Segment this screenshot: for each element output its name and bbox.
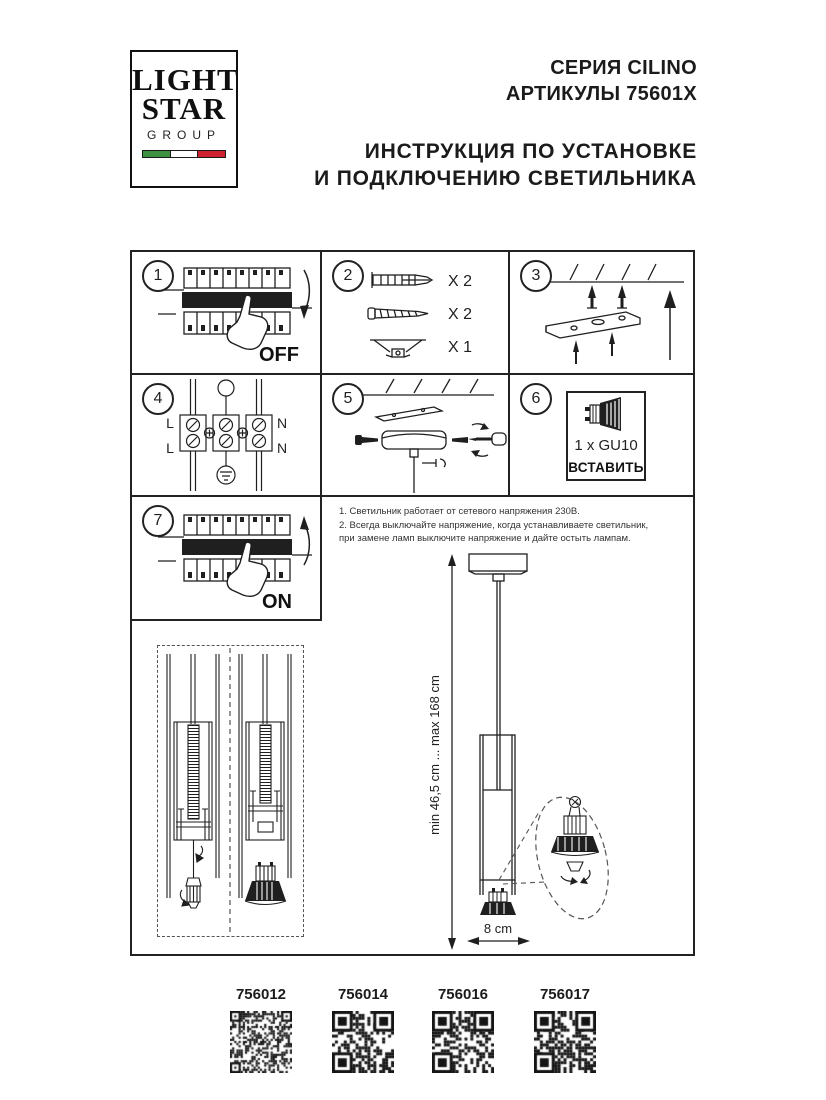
flag-white (171, 151, 199, 157)
height-range-label: min 46,5 cm ... max 168 cm (427, 675, 442, 835)
qr-code (332, 1011, 394, 1073)
pendant-diagram (427, 550, 637, 954)
rotate-down-arrow (304, 270, 309, 310)
qr-block-756016 (421, 986, 505, 1073)
section-left-panel (167, 654, 219, 908)
cross-section-diagram (158, 646, 302, 935)
step-4-number: 4 (142, 383, 174, 415)
socket-detail-balloon (499, 790, 620, 927)
rotate-up-arrow (304, 525, 309, 565)
anchor-qty: X 2 (448, 273, 473, 290)
article-number: 756017 (539, 986, 591, 1003)
article-number: 756016 (437, 986, 489, 1003)
label-l-top: L (166, 415, 174, 431)
step-7-cell (132, 497, 320, 619)
grid-hline-3 (132, 619, 322, 621)
section-right-panel (239, 654, 291, 905)
height-dimension (427, 554, 456, 950)
step-5-cell (322, 375, 508, 495)
step-1-label: OFF (259, 344, 299, 366)
instruction-title-line2: И ПОДКЛЮЧЕНИЮ СВЕТИЛЬНИКА (314, 167, 697, 190)
instruction-title-line1: ИНСТРУКЦИЯ ПО УСТАНОВКЕ (364, 140, 697, 163)
pendant-dimension-figure (427, 550, 637, 954)
articles-title: АРТИКУЛЫ 75601X (505, 83, 697, 105)
step-7-number: 7 (142, 505, 174, 537)
gu10-bulb-icon (583, 397, 629, 431)
screw-qty: X 2 (448, 306, 473, 323)
wall-anchor-icon (372, 272, 432, 288)
qr-code (432, 1011, 494, 1073)
insert-lamp-box (566, 391, 646, 481)
step-3-number: 3 (520, 260, 552, 292)
up-arrow (664, 290, 676, 360)
label-l-bottom: L (166, 440, 174, 456)
qr-code (534, 1011, 596, 1073)
note-line-3: при замене ламп выключите напряжение и дайте остыть лампам. (339, 533, 631, 544)
step-6-cell (510, 375, 697, 495)
width-label: 8 cm (483, 921, 513, 936)
mounting-bracket (546, 312, 640, 338)
qr-block-756017 (523, 986, 607, 1073)
screw-icon (368, 308, 428, 319)
step-6-number: 6 (520, 383, 552, 415)
qr-code (230, 1011, 292, 1073)
qr-block-756012 (219, 986, 303, 1073)
step-5-number: 5 (332, 383, 364, 415)
width-dimension (467, 921, 530, 945)
header (314, 55, 697, 192)
note-line-2: 2. Всегда выключайте напряжение, когда устанавливаете светильник, (339, 519, 649, 531)
step-2-cell (322, 252, 508, 373)
flag-red (198, 151, 225, 157)
note-line-1: 1. Светильник работает от сетевого напряжения 230В. (339, 506, 580, 517)
safety-notes (339, 505, 695, 546)
label-n-bottom: N (276, 440, 288, 456)
step-4-cell (132, 375, 320, 495)
insert-action-label: ВСТАВИТЬ (568, 460, 644, 475)
lamp-type-label: 1 x GU10 (574, 437, 638, 454)
lightstar-logo (130, 50, 238, 188)
step-1-cell (132, 252, 320, 373)
article-number: 756014 (337, 986, 389, 1003)
bulb-below-shade (480, 888, 516, 915)
shade-cross-section-figure (157, 645, 304, 937)
step-2-number: 2 (332, 260, 364, 292)
logo-word-light: LIGHT (132, 62, 239, 97)
label-n-top: N (276, 415, 288, 431)
breaker-on-diagram (158, 503, 316, 615)
logo-word-star: STAR (141, 91, 227, 126)
flag-green (143, 151, 171, 157)
screws-below (573, 332, 615, 364)
pendant-lamp (469, 554, 527, 895)
step-3-cell (510, 252, 697, 373)
instruction-grid (130, 250, 695, 956)
qr-block-756014 (321, 986, 405, 1073)
logo-word-group: GROUP (146, 128, 221, 142)
side-screws (355, 435, 468, 445)
anchors-up (587, 285, 627, 308)
article-number: 756012 (235, 986, 287, 1003)
instruction-title (314, 138, 697, 192)
italian-flag-bar (142, 150, 226, 158)
breaker-off-diagram (158, 256, 316, 368)
screwdriver-icon (468, 423, 506, 457)
bracket-icon (370, 340, 426, 357)
step-1-number: 1 (142, 260, 174, 292)
step-7-label: ON (262, 591, 292, 613)
bracket-qty: X 1 (448, 339, 473, 356)
series-title: СЕРИЯ CILINO (550, 57, 697, 79)
